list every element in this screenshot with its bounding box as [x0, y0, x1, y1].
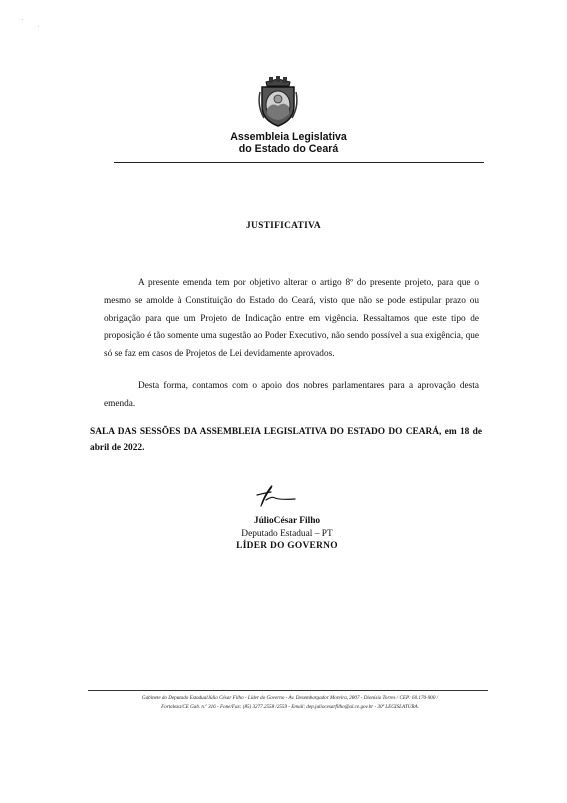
paragraph-2-text: Desta forma, contamos com o apoio dos nobres parlamentares para a aprovação desta emenda.: [104, 381, 479, 409]
justification-paragraph-2: [104, 378, 479, 414]
signer-leadership: LÍDER DO GOVERNO: [236, 541, 338, 551]
scan-speck: ·: [21, 15, 24, 24]
handwritten-signature-icon: [247, 482, 299, 508]
signer-name: JúlioCésar Filho: [253, 516, 321, 526]
footer-line-1: Gabinete do Deputado EstadualJúlio César Filho - Líder do Governo - Av. Desembargador Moreira, 2807 - Dionísio Torres / CEP: 60.170-900 /: [141, 695, 439, 701]
justification-paragraph-1: [104, 275, 479, 364]
signer-role: Deputado Estadual – PT: [241, 528, 333, 539]
footer-contact: [80, 694, 500, 712]
ceara-coat-of-arms-icon: [256, 76, 300, 128]
institution-name-line2: do Estado do Ceará: [238, 143, 339, 155]
paragraph-1-text: A presente emenda tem por objetivo alterar o artigo 8º do presente projeto, para que o mesmo se amolde à Constituição do Estado do Ceará, visto que não se pode estipular prazo ou obrigação para que um Projeto de Indicação entre em vigência. Ressaltamos que este tipo de proposição é tão somente uma sugestão ao Poder Executivo, não sendo possível a sua exigência, que só se faz em casos de Projetos de Lei devidamente aprovados.: [104, 278, 479, 360]
header-divider: [114, 162, 484, 163]
session-statement: SALA DAS SESSÕES DA ASSEMBLEIA LEGISLATIVA DO ESTADO DO CEARÁ, em 18 de abril de 2022.: [90, 427, 482, 453]
document-title: JUSTIFICATIVA: [246, 221, 321, 231]
scan-speck: ·: [37, 22, 40, 31]
footer-divider: [88, 690, 488, 691]
signature-block: [212, 515, 362, 553]
institution-name-line1: Assembleia Legislativa: [230, 131, 347, 143]
footer-line-2: Fortaleza/CE Gab. n.º 316 - Fone/Fax: (85) 3277.2558 /2559 - Email: dep.juliocesarfilho@al.ce.gov.br - 30ª LEGISLATURA.: [161, 704, 419, 710]
